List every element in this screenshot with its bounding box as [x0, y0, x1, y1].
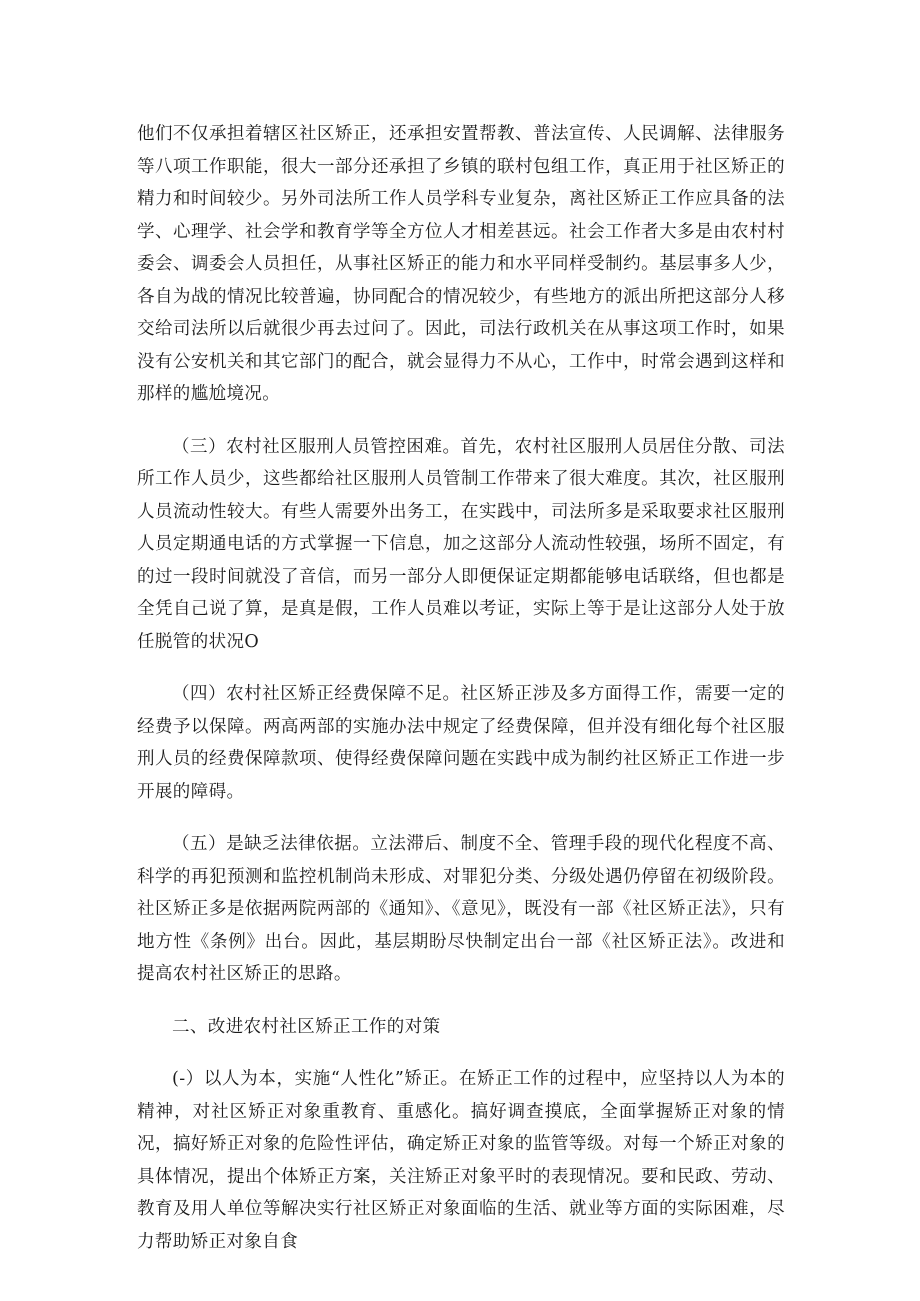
- paragraph-section-3: （三）农村社区服刑人员管控困难。首先，农村社区服刑人员居住分散、司法所工作人员少，这些都给社区服刑人员管制工作带来了很大难度。其次，社区服刑人员流动性较大。有些人需要外出务工，在实践中，司法所多是采取要求社区服刑人员定期通电话的方式掌握一下信息，加之这部分人流动性较强，场所不固定，有的过一段时间就没了音信，而另一部分人即便保证定期都能够电话联络，但也都是全凭自己说了算，是真是假，工作人员难以考证，实际上等于是让这部分人处于放任脱管的状况O: [137, 436, 785, 652]
- paragraph-continuation: 他们不仅承担着辖区社区矫正，还承担安置帮教、普法宣传、人民调解、法律服务等八项工作职能，很大一部分还承担了乡镇的联村包组工作，真正用于社区矫正的精力和时间较少。另外司法所工作人员学科专业复杂，离社区矫正工作应具备的法学、心理学、社会学和教育学等全方位人才相差甚远。社会工作者大多是由农村村委会、调委会人员担任，从事社区矫正的能力和水平同样受制约。基层事多人少，各自为战的情况比较普遍，协同配合的情况较少，有些地方的派出所把这部分人移交给司法所以后就很少再去过问了。因此，司法行政机关在从事这项工作时，如果没有公安机关和其它部门的配合，就会显得力不从心，工作中，时常会遇到这样和那样的尴尬境况。: [137, 124, 785, 404]
- paragraph-section-5: （五）是缺乏法律依据。立法滞后、制度不全、管理手段的现代化程度不高、科学的再犯预测和监控机制尚未形成、对罪犯分类、分级处遇仍停留在初级阶段。社区矫正多是依据两院两部的《通知》、《意见》，既没有一部《社区矫正法》，只有地方性《条例》出台。因此，基层期盼尽快制定出台一部《社区矫正法》。改进和提高农村社区矫正的思路。: [137, 834, 785, 984]
- paragraph-section-4: （四）农村社区矫正经费保障不足。社区矫正涉及多方面得工作，需要一定的经费予以保障。两高两部的实施办法中规定了经费保障，但并没有细化每个社区服刑人员的经费保障款项、使得经费保障问题在实践中成为制约社区矫正工作进一步开展的障碍。: [137, 684, 785, 802]
- paragraph-countermeasure-1: (-）以人为本，实施“人性化”矫正。在矫正工作的过程中，应坚持以人为本的精神，对社区矫正对象重教育、重感化。搞好调查摸底，全面掌握矫正对象的情况，搞好矫正对象的危险性评估，确定矫正对象的监管等级。对每一个矫正对象的具体情况，提出个体矫正方案，关注矫正对象平时的表现情况。要和民政、劳动、教育及用人单位等解决实行社区矫正对象面临的生活、就业等方面的实际困难，尽力帮助矫正对象自食: [137, 1069, 785, 1252]
- document-body: [137, 118, 785, 1258]
- section-heading-countermeasures: 二、改进农村社区矫正工作的对策: [172, 1016, 441, 1037]
